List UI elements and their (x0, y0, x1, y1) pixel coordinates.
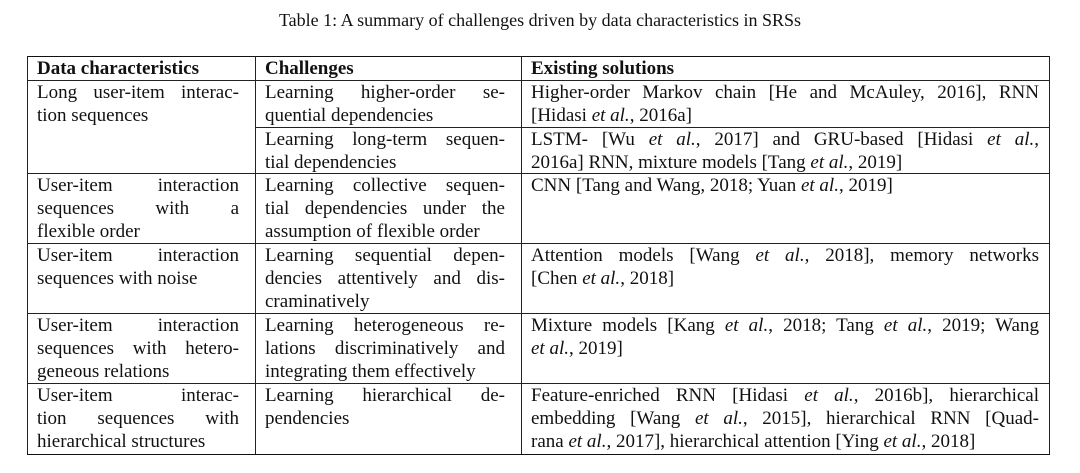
et-al-text: et al. (694, 408, 743, 429)
solutions-cell: Feature-enriched RNN [Hidasi et al., 2016b], hierarchical embedding [Wang et al., 2015], hierarchical RNN [Quad- rana et al., 2017], hierarchical attention [Ying et al., 2018] (531, 385, 1040, 452)
col-rule (255, 56, 256, 454)
challenge-cell: Learning higher-order se- quential dependencies (265, 82, 505, 126)
data-characteristic-cell: User-item interaction sequences with noise (37, 245, 239, 289)
et-al-text: et al. (568, 431, 607, 452)
et-al-text: et al. (724, 315, 769, 336)
header-existing-solutions: Existing solutions (531, 58, 675, 79)
data-characteristic-cell: User-item interaction sequences with hetero- geneous relations (37, 315, 239, 382)
et-al-text: et al. (810, 152, 849, 173)
table-caption: Table 1: A summary of challenges driven by data characteristics in SRSs (278, 10, 802, 30)
et-al-text: et al. (883, 315, 928, 336)
et-al-text: et al. (883, 431, 922, 452)
solutions-cell: LSTM- [Wu et al., 2017] and GRU-based [Hidasi et al., 2016a] RNN, mixture models [Tang et al., 2019] (531, 129, 1039, 173)
col-rule (27, 56, 28, 454)
et-al-text: et al. (987, 129, 1035, 150)
data-characteristic-cell: User-item interac- tion sequences with hierarchical structures (37, 385, 239, 452)
col-rule (521, 56, 522, 454)
challenge-cell: Learning hierarchical de- pendencies (265, 385, 505, 429)
challenge-cell: Learning heterogeneous re- lations discriminatively and integrating them effectively (265, 315, 505, 382)
et-al-text: et al. (648, 129, 696, 150)
et-al-text: et al. (755, 245, 805, 266)
data-characteristic-cell: User-item interaction sequences with a flexible order (37, 175, 239, 242)
challenge-cell: Learning collective sequen- tial dependencies under the assumption of flexible order (265, 175, 505, 242)
et-al-text: et al. (800, 175, 839, 196)
col-rule (1049, 56, 1050, 454)
challenge-cell: Learning long-term sequen- tial dependencies (265, 129, 505, 173)
solutions-cell: Higher-order Markov chain [He and McAuley, 2016], RNN [Hidasi et al., 2016a] (531, 82, 1039, 126)
solutions-cell: CNN [Tang and Wang, 2018; Yuan et al., 2019] (531, 175, 893, 196)
header-challenges: Challenges (265, 58, 354, 79)
challenge-cell: Learning sequential depen- dencies attentively and dis- craminatively (265, 245, 505, 312)
et-al-text: et al. (591, 105, 630, 126)
solutions-cell: Mixture models [Kang et al., 2018; Tang et al., 2019; Wang et al., 2019] (531, 315, 1039, 359)
header-data-characteristics: Data characteristics (37, 58, 199, 79)
et-al-text: et al. (804, 385, 854, 406)
et-al-text: et al. (582, 268, 621, 289)
solutions-cell: Attention models [Wang et al., 2018], memory networks [Chen et al., 2018] (531, 245, 1039, 289)
table-bottom-rule (27, 454, 1050, 455)
et-al-text: et al. (531, 338, 569, 359)
data-characteristic-cell: Long user-item interac- tion sequences (37, 82, 239, 126)
